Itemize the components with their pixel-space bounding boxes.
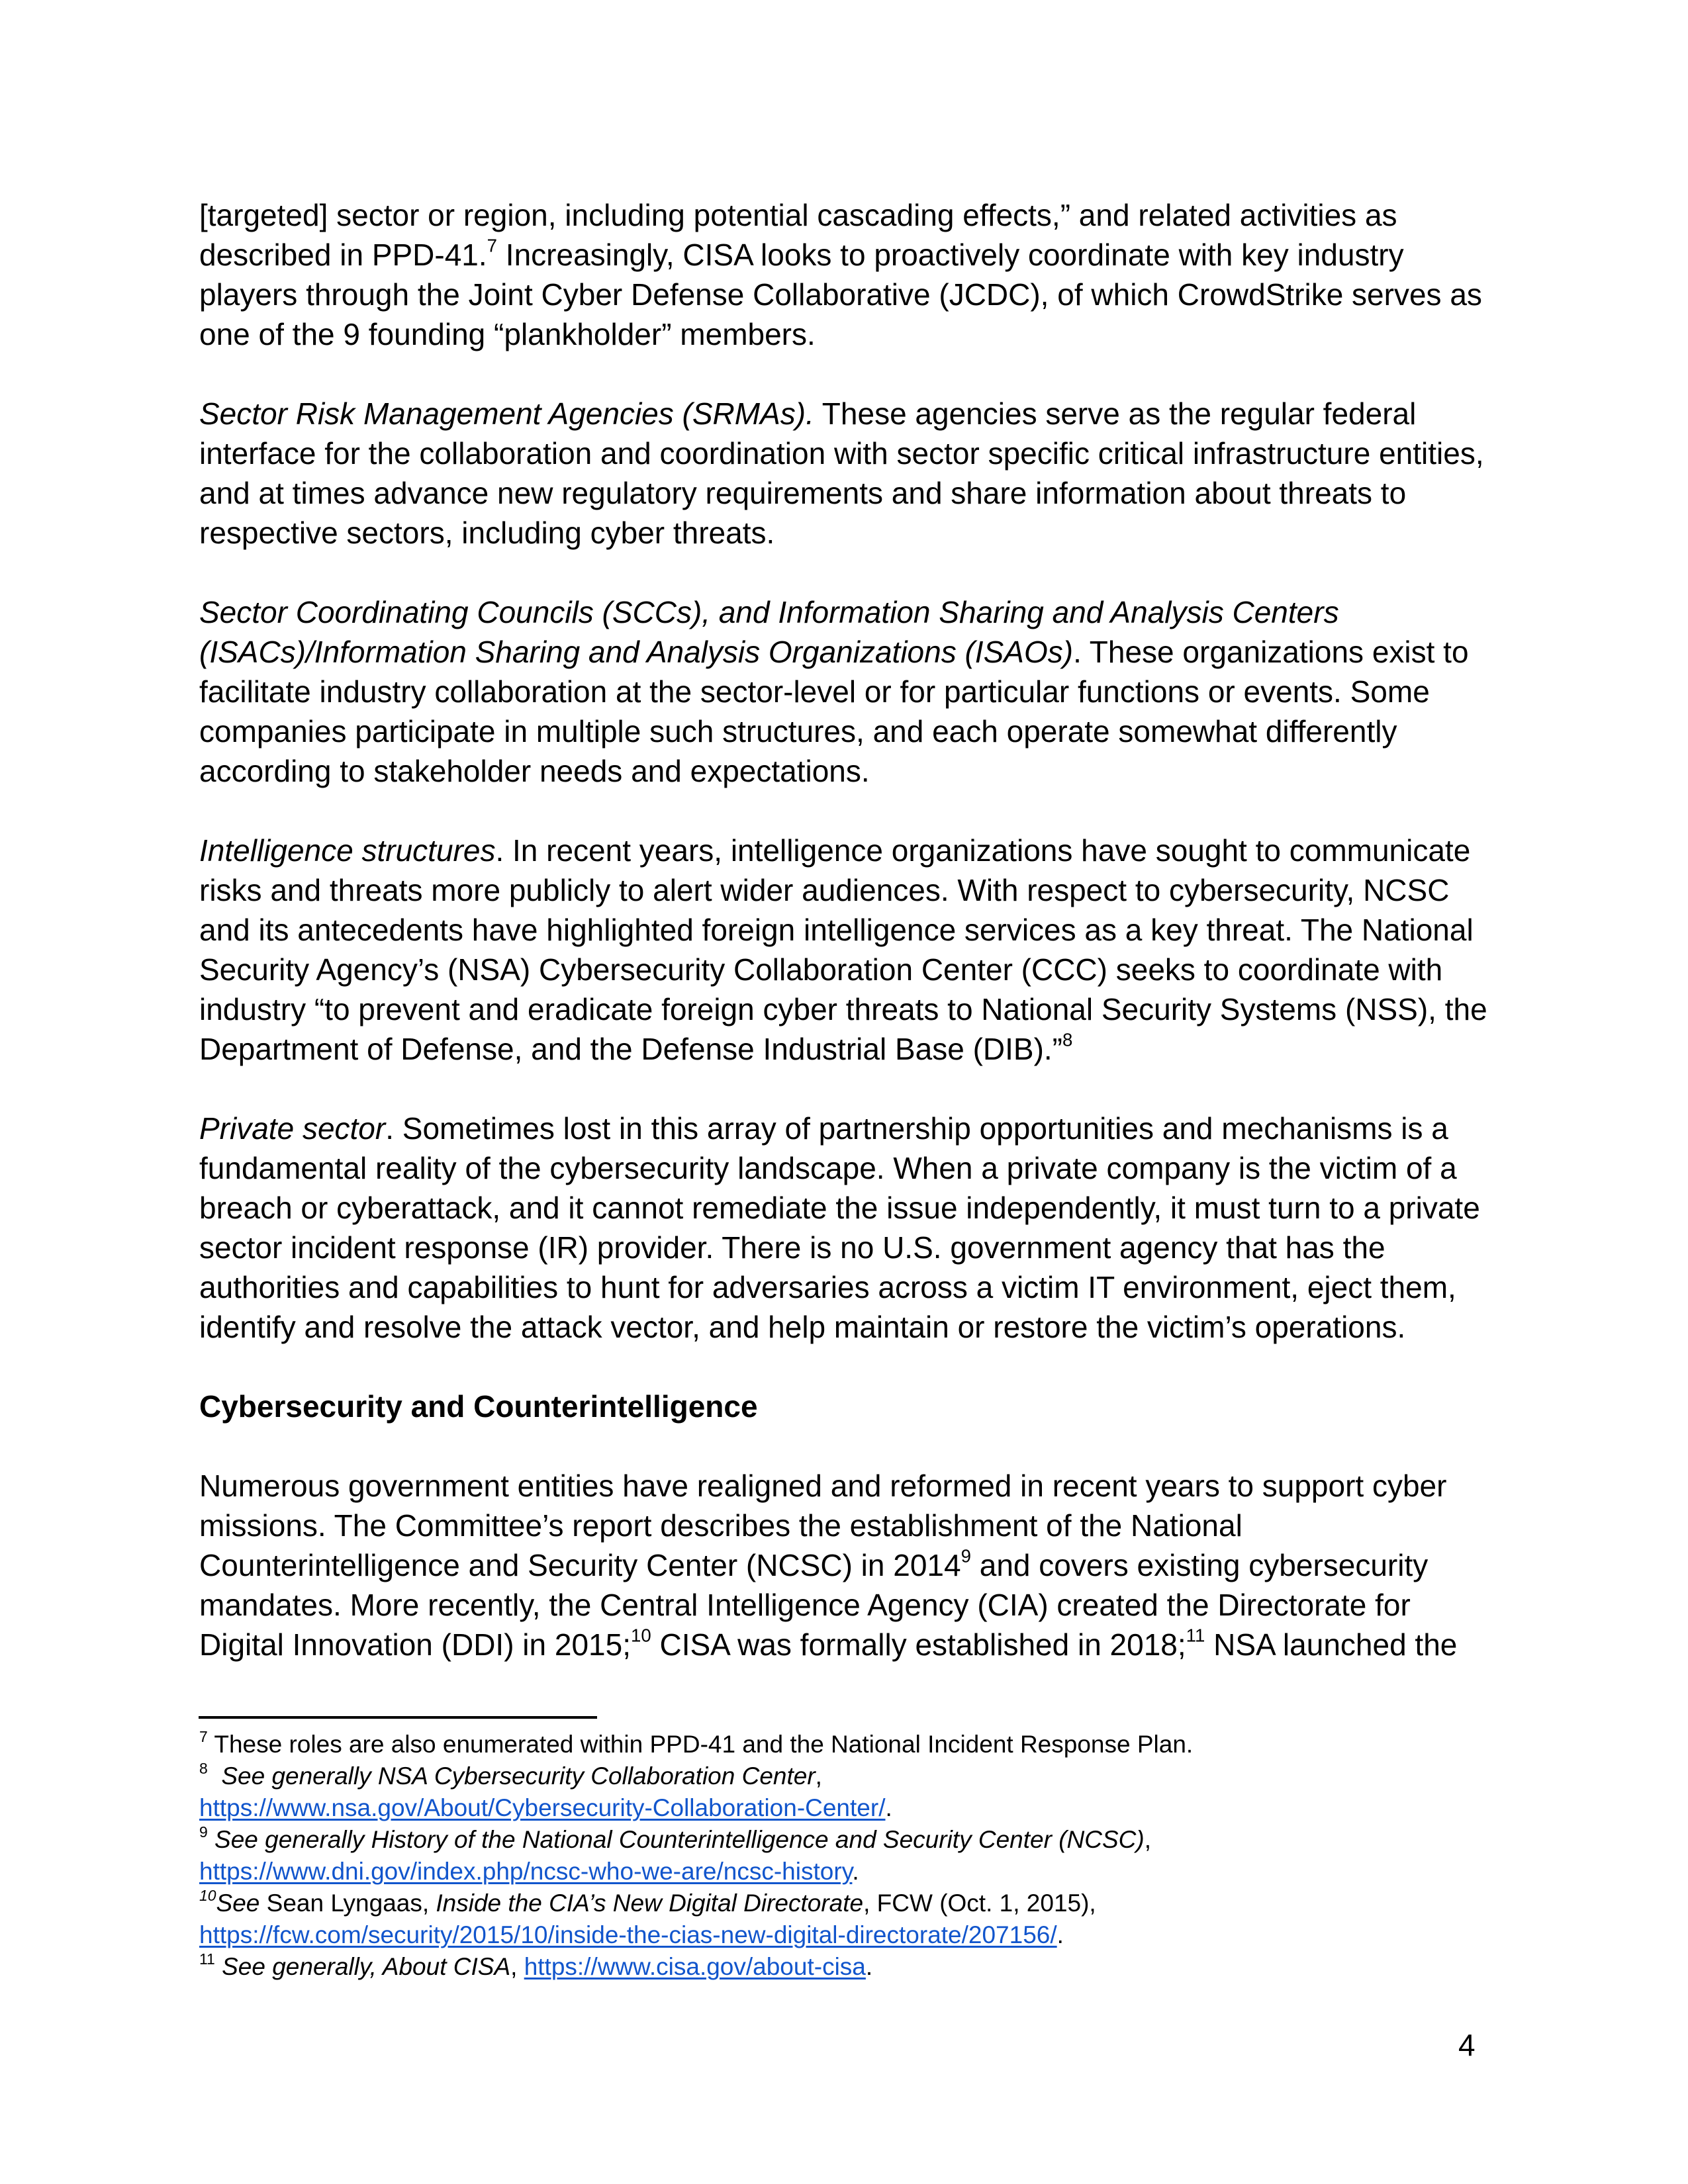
text: facilitate industry collaboration at the sector-level or for particular functions or events. Some: [199, 674, 1430, 709]
paragraph-lead-sccs: Sector Coordinating Councils (SCCs), and Information Sharing and Analysis Centers: [199, 595, 1339, 629]
body-line: [199, 592, 1339, 632]
footnote-title: Inside the CIA’s New Digital Directorate: [436, 1889, 864, 1917]
paragraph-lead-intelligence: Intelligence structures: [199, 833, 496, 868]
text: CISA was formally established in 2018;: [651, 1627, 1186, 1662]
dni-ncsc-history-link[interactable]: https://www.dni.gov/index.php/ncsc-who-we-are/ncsc-history: [199, 1858, 853, 1885]
text: and its antecedents have highlighted foreign intelligence services as a key threat. The National: [199, 913, 1474, 947]
text: [targeted] sector or region, including potential cascading effects,” and related activities as: [199, 198, 1397, 232]
section-heading: Cybersecurity and Counterintelligence: [199, 1389, 758, 1424]
footnote-number: 9: [199, 1823, 208, 1841]
paragraph-lead-private-sector: Private sector: [199, 1111, 386, 1146]
text: players through the Joint Cyber Defense Collaborative (JCDC), of which CrowdStrike serves as: [199, 277, 1482, 312]
body-line: [199, 473, 1406, 513]
body-line: [199, 1267, 1456, 1307]
footnote-number: 10: [199, 1886, 216, 1904]
body-line: [199, 1545, 1428, 1585]
body-line: [199, 910, 1474, 950]
body-line: [199, 394, 1416, 433]
footnote-9: [199, 1824, 1151, 1856]
footnote-text: These roles are also enumerated within PPD-41 and the National Incident Response Plan.: [207, 1731, 1194, 1758]
text: . Sometimes lost in this array of partnership opportunities and mechanisms is a: [385, 1111, 1448, 1146]
body-line: [199, 632, 1469, 672]
footnote-text: ,: [815, 1762, 822, 1790]
paragraph-lead-srmas: Sector Risk Management Agencies (SRMAs).: [199, 396, 814, 431]
text: Increasingly, CISA looks to proactively coordinate with key industry: [497, 238, 1404, 272]
body-line: [199, 433, 1484, 473]
footnote-text: .: [852, 1858, 859, 1885]
body-line: [199, 870, 1449, 910]
footnote-8: [199, 1760, 822, 1792]
footnote-11: [199, 1951, 872, 1983]
body-line: [199, 711, 1397, 751]
body-line: [199, 950, 1442, 989]
text: . These organizations exist to: [1073, 635, 1469, 669]
body-line: [199, 1466, 1446, 1506]
text: Security Agency’s (NSA) Cybersecurity Collaboration Center (CCC) seeks to coordinate with: [199, 952, 1443, 987]
text: sector incident response (IR) provider. There is no U.S. government agency that has the: [199, 1230, 1385, 1265]
text: one of the 9 founding “plankholder” members.: [199, 317, 816, 351]
text: companies participate in multiple such structures, and each operate somewhat differently: [199, 714, 1397, 749]
body-line: [199, 1188, 1480, 1228]
body-line: [199, 195, 1397, 235]
body-line: [199, 1029, 1072, 1069]
body-line: [199, 1506, 1243, 1545]
body-line: [199, 314, 816, 354]
footnote-10-url-line: [199, 1919, 1064, 1951]
footnote-ref-10[interactable]: 10: [631, 1625, 651, 1646]
body-line: [199, 831, 1470, 870]
text: authorities and capabilities to hunt for adversaries across a victim IT environment, eject them,: [199, 1270, 1456, 1304]
nsa-ccc-link[interactable]: https://www.nsa.gov/About/Cybersecurity-Collaboration-Center/: [199, 1794, 886, 1821]
text: mandates. More recently, the Central Intelligence Agency (CIA) created the Directorate for: [199, 1588, 1411, 1622]
text: described in PPD-41.: [199, 238, 487, 272]
body-line: [199, 751, 870, 791]
text: Counterintelligence and Security Center (NCSC) in 2014: [199, 1548, 961, 1582]
text: Department of Defense, and the Defense Industrial Base (DIB).”: [199, 1032, 1062, 1066]
text: Digital Innovation (DDI) in 2015;: [199, 1627, 631, 1662]
footnote-text: ,: [1144, 1826, 1151, 1853]
footnote-ref-8[interactable]: 8: [1062, 1029, 1073, 1050]
text: breach or cyberattack, and it cannot remediate the issue independently, it must turn to a private: [199, 1191, 1480, 1225]
text: risks and threats more publicly to alert wider audiences. With respect to cybersecurity, NCSC: [199, 873, 1450, 907]
text: These agencies serve as the regular federal: [814, 396, 1417, 431]
body-line: [199, 672, 1430, 711]
text: respective sectors, including cyber threats.: [199, 516, 775, 550]
footnote-9-url-line: [199, 1856, 859, 1888]
footnote-7: [199, 1729, 1193, 1760]
footnote-10: [199, 1888, 1096, 1919]
footnote-author: Sean Lyngaas,: [259, 1889, 436, 1917]
body-line: [199, 1109, 1448, 1148]
body-line: [199, 1585, 1411, 1625]
footnote-8-url-line: [199, 1792, 892, 1824]
text: NSA launched the: [1205, 1627, 1458, 1662]
footnote-signal: See: [216, 1889, 260, 1917]
body-line: [199, 1307, 1405, 1347]
paragraph-lead-isacs: (ISACs)/Information Sharing and Analysis Organizations (ISAOs): [199, 635, 1074, 669]
text: . In recent years, intelligence organizations have sought to communicate: [495, 833, 1471, 868]
body-line: [199, 989, 1487, 1029]
body-line: [199, 235, 1404, 275]
text: and covers existing cybersecurity: [970, 1548, 1429, 1582]
footnote-ref-11[interactable]: 11: [1186, 1625, 1205, 1646]
footnote-text: ,: [510, 1953, 524, 1980]
text: missions. The Committee’s report describes the establishment of the National: [199, 1508, 1243, 1543]
text: interface for the collaboration and coordination with sector specific critical infrastructure entities,: [199, 436, 1484, 471]
footnote-citation: See generally, About CISA: [214, 1953, 511, 1980]
text: according to stakeholder needs and expectations.: [199, 754, 870, 788]
body-line: [199, 1148, 1457, 1188]
footnote-citation: See generally History of the National Counterintelligence and Security Center (NCSC): [207, 1826, 1145, 1853]
body-line: [199, 275, 1482, 314]
body-line: [199, 1228, 1385, 1267]
text: industry “to prevent and eradicate foreign cyber threats to National Security Systems (NSS), the: [199, 992, 1487, 1026]
footnote-number: 8: [199, 1759, 208, 1777]
body-line: [199, 513, 774, 553]
footnote-text: .: [1056, 1921, 1064, 1948]
page-number: 4: [1458, 2028, 1476, 2062]
footnote-number: 11: [199, 1950, 215, 1968]
cisa-about-link[interactable]: https://www.cisa.gov/about-cisa: [524, 1953, 866, 1980]
footnote-text: , FCW (Oct. 1, 2015),: [863, 1889, 1096, 1917]
text: and at times advance new regulatory requirements and share information about threats to: [199, 476, 1407, 510]
footnote-number: 7: [199, 1727, 208, 1745]
text: identify and resolve the attack vector, and help maintain or restore the victim’s operations.: [199, 1310, 1406, 1344]
footnote-ref-9[interactable]: 9: [961, 1545, 971, 1567]
footnote-text: .: [865, 1953, 873, 1980]
footnote-text: .: [885, 1794, 892, 1821]
footnote-ref-7[interactable]: 7: [487, 235, 498, 256]
fcw-article-link[interactable]: https://fcw.com/security/2015/10/inside-the-cias-new-digital-directorate/207156/: [199, 1921, 1057, 1948]
footnote-citation: See generally NSA Cybersecurity Collaboration Center: [207, 1762, 816, 1790]
text: Numerous government entities have realigned and reformed in recent years to support cyber: [199, 1469, 1447, 1503]
body-line: [199, 1625, 1457, 1664]
text: fundamental reality of the cybersecurity landscape. When a private company is the victim of a: [199, 1151, 1457, 1185]
footnote-separator: [199, 1716, 597, 1719]
